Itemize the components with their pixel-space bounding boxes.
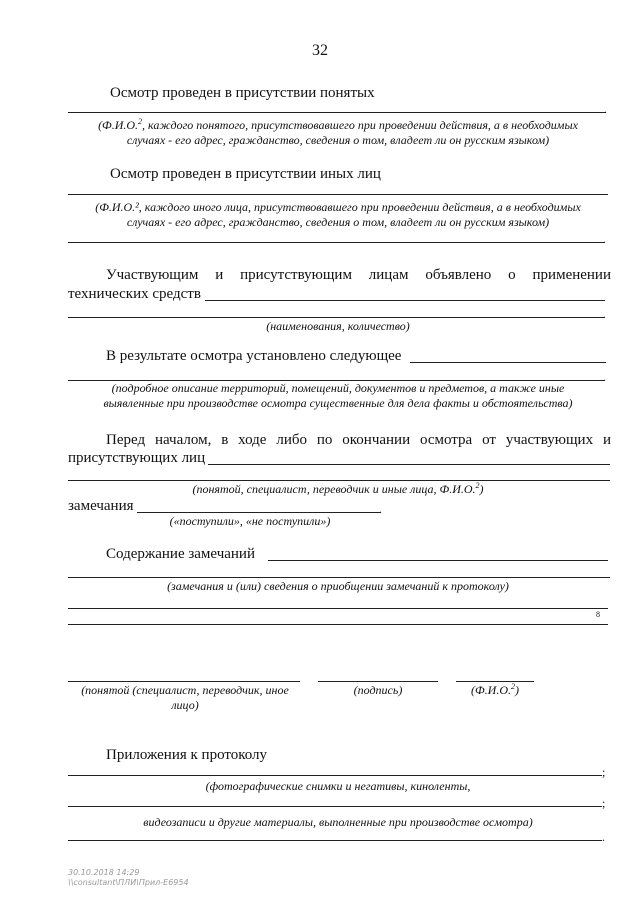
witnesses-note-line2: случаях - его адрес, гражданство, сведения о том, владеет ли он русским языком) — [126, 133, 550, 147]
signature-who-line — [68, 681, 300, 682]
technical-means-fill-line — [205, 300, 605, 301]
footer-stamp — [68, 868, 189, 888]
remarks-persons-note-suffix: ) — [479, 482, 484, 496]
signature-who-line1: (понятой (специалист, переводчик, иное — [81, 683, 289, 697]
remarks-persons-fill-line-2 — [68, 480, 610, 481]
other-persons-heading: Осмотр проведен в присутствии иных лиц — [110, 166, 381, 182]
witnesses-fill-line — [68, 112, 606, 113]
attachments-note-1: (фотографические снимки и негативы, киноленты, — [205, 779, 471, 793]
remarks-persons-label: присутствующих лиц — [68, 450, 206, 466]
signature-fio-note — [450, 683, 540, 698]
attachments-fill-line-2 — [68, 806, 602, 807]
remarks-content-heading: Содержание замечаний — [106, 546, 255, 562]
signature-fio-prefix: (Ф.И.О. — [471, 683, 511, 697]
remarks-content-note: (замечания и (или) сведения о приобщении замечаний к протоколу) — [167, 579, 509, 593]
witnesses-heading: Осмотр проведен в присутствии понятых — [110, 85, 375, 101]
other-persons-note-line1: (Ф.И.О.², каждого иного лица, присутствовавшего при проведении действия, а в необходимых — [95, 200, 581, 214]
line-end-dot: . — [603, 307, 606, 321]
technical-means-note: (наименования, количество) — [266, 319, 410, 333]
line-end-dot: . — [379, 502, 382, 516]
line-end-semicolon: ; — [602, 765, 606, 779]
footnote-mark: 8 — [596, 610, 600, 619]
findings-note — [60, 381, 616, 411]
attachments-fill-line — [68, 775, 602, 776]
attachments-fill-line-3 — [68, 840, 602, 841]
remarks-persons-fill-line — [208, 464, 610, 465]
line-end-semicolon: ; — [602, 796, 606, 810]
footer-timestamp: 30.10.2018 14:29 — [68, 868, 140, 877]
other-persons-fill-line — [68, 194, 608, 195]
attachments-heading: Приложения к протоколу — [106, 747, 268, 763]
attachments-note-2: видеозаписи и другие материалы, выполненные при производстве осмотра) — [143, 815, 533, 829]
findings-fill-line — [410, 362, 606, 363]
line-end-dot: . — [603, 370, 606, 384]
findings-heading: В результате осмотра установлено следующее — [106, 348, 402, 364]
remarks-status-note: («поступили», «не поступили») — [169, 514, 331, 528]
page-number: 32 — [312, 42, 328, 59]
remarks-label: замечания — [68, 498, 134, 514]
signature-fio-line — [456, 681, 534, 682]
remarks-intro-text: Перед началом, в ходе либо по окончании осмотра от участвующих и — [106, 432, 611, 448]
witnesses-note-rest: , каждого понятого, присутствовавшего при проведении действия, а в необходимых — [142, 118, 578, 132]
witnesses-note — [60, 118, 616, 148]
signature-line — [318, 681, 438, 682]
line-end-dot: . — [603, 232, 606, 246]
remarks-status-line — [137, 512, 380, 513]
footnote-ref: 2 — [475, 481, 480, 490]
footnote-ref: 2 — [510, 682, 515, 691]
other-persons-note-line2: случаях - его адрес, гражданство, сведения о том, владеет ли он русским языком) — [126, 215, 550, 229]
remarks-persons-note-prefix: (понятой, специалист, переводчик и иные лица, Ф.И.О. — [192, 482, 476, 496]
line-end-dot: . — [602, 830, 605, 844]
remarks-persons-note — [60, 482, 616, 497]
footer-path: \\consultant\ПЛИ\Прил-Е6954 — [68, 878, 189, 887]
remarks-content-fill-line — [268, 560, 608, 561]
technical-means-text: Участвующим и присутствующим лицам объявлено о применении — [106, 267, 611, 283]
signature-who-line2: лицо) — [171, 698, 199, 712]
signature-note: (подпись) — [353, 683, 403, 697]
findings-note-line1: (подробное описание территорий, помещений, документов и предметов, а также иные — [111, 381, 565, 395]
findings-note-line2: выявленные при производстве осмотра существенные для дела факты и обстоятельства) — [103, 396, 573, 410]
remarks-content-fill-line-3 — [68, 608, 608, 609]
witnesses-note-prefix: (Ф.И.О. — [98, 118, 139, 132]
other-persons-note — [60, 200, 616, 230]
signature-fio-suffix: ) — [514, 683, 519, 697]
technical-means-fill-line-2 — [68, 317, 604, 318]
footnote-ref: 2 — [138, 117, 143, 126]
signature-who-note — [62, 683, 308, 713]
remarks-content-fill-line-4 — [68, 624, 608, 625]
technical-means-label: технических средств — [68, 286, 201, 302]
other-persons-fill-line-2 — [68, 242, 604, 243]
line-end-dot: . — [604, 102, 607, 116]
remarks-content-fill-line-2 — [68, 577, 610, 578]
